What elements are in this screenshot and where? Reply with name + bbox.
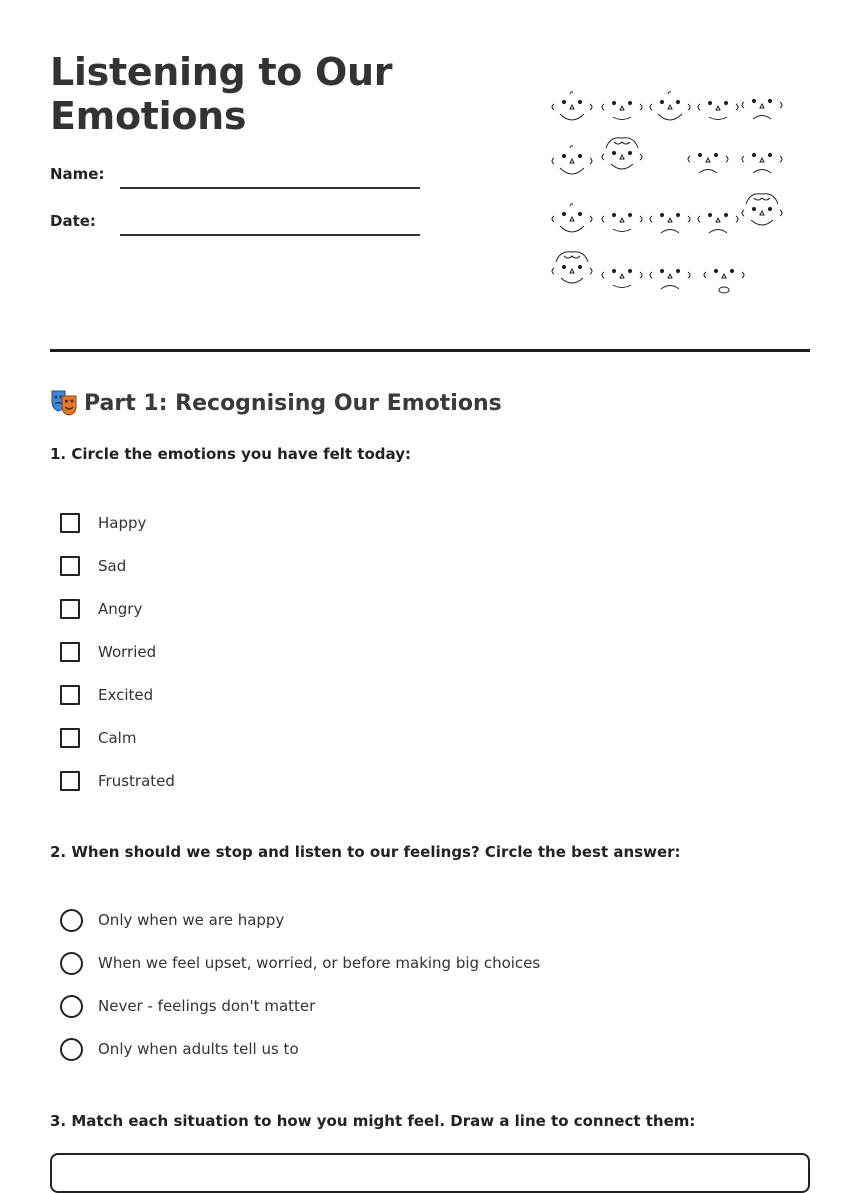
option-label: Never - feelings don't matter	[98, 997, 316, 1015]
checkbox[interactable]	[60, 771, 80, 791]
option-label: Calm	[98, 729, 137, 747]
part1-heading	[50, 388, 502, 422]
checkbox[interactable]	[60, 642, 80, 662]
date-line[interactable]	[120, 234, 420, 236]
theatre-masks-icon	[50, 388, 78, 422]
worksheet-title	[50, 50, 392, 138]
title-line-2: Emotions	[50, 94, 247, 138]
date-label: Date:	[50, 212, 96, 230]
part1-title: Part 1: Recognising Our Emotions	[84, 391, 502, 416]
checkbox[interactable]	[60, 513, 80, 533]
radio-circle[interactable]	[60, 952, 83, 975]
name-field[interactable]	[50, 165, 420, 195]
name-label: Name:	[50, 165, 105, 183]
checkbox[interactable]	[60, 599, 80, 619]
checkbox[interactable]	[60, 728, 80, 748]
option-label: Sad	[98, 557, 127, 575]
radio-circle[interactable]	[60, 995, 83, 1018]
option-label: Happy	[98, 514, 147, 532]
header-divider	[50, 349, 810, 352]
option-label: Only when we are happy	[98, 911, 285, 929]
date-field[interactable]	[50, 212, 420, 242]
question-2: 2. When should we stop and listen to our feelings? Circle the best answer:	[50, 843, 681, 861]
option-label: When we feel upset, worried, or before making big choices	[98, 954, 541, 972]
checkbox[interactable]	[60, 685, 80, 705]
checkbox[interactable]	[60, 556, 80, 576]
emotion-faces-illustration	[548, 88, 788, 303]
question-3: 3. Match each situation to how you might feel. Draw a line to connect them:	[50, 1112, 696, 1130]
option-label: Angry	[98, 600, 143, 618]
title-line-1: Listening to Our	[50, 50, 393, 94]
question-1: 1. Circle the emotions you have felt today:	[50, 445, 411, 463]
matching-area[interactable]	[50, 1153, 810, 1193]
option-label: Worried	[98, 643, 157, 661]
option-label: Excited	[98, 686, 154, 704]
radio-circle[interactable]	[60, 1038, 83, 1061]
option-label: Only when adults tell us to	[98, 1040, 299, 1058]
radio-circle[interactable]	[60, 909, 83, 932]
name-line[interactable]	[120, 187, 420, 189]
option-label: Frustrated	[98, 772, 175, 790]
